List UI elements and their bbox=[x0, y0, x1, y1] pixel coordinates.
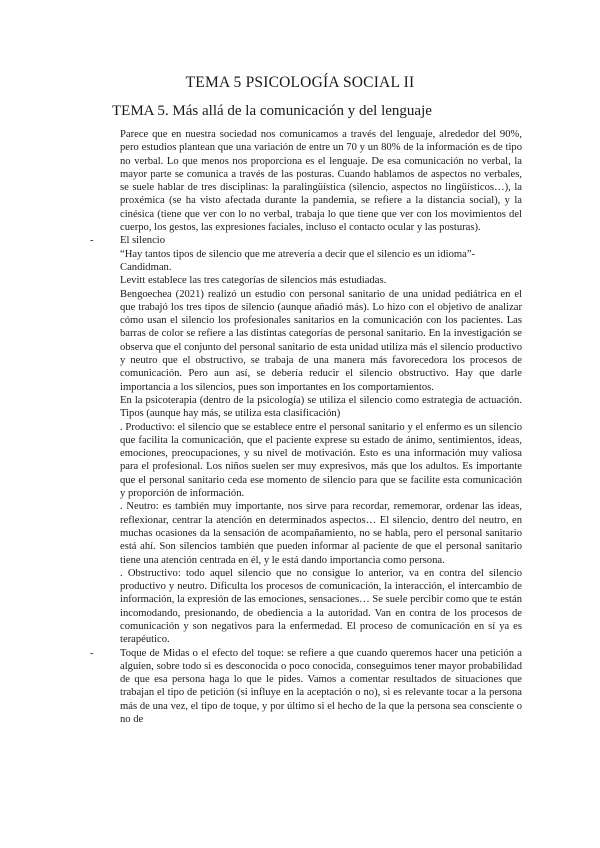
bullet-marker: - bbox=[90, 647, 94, 659]
section-heading: TEMA 5. Más allá de la comunicación y del lenguaje bbox=[112, 103, 432, 119]
bullet-marker: - bbox=[90, 235, 94, 247]
midas-paragraph: Toque de Midas o el efecto del toque: se refiere a que cuando queremos hacer una petición a alguien, sobre todo si es desconocida o poco conocida, conseguimos tener mayor probabilidad de que esa persona haga lo que le pides. Vamos a comentar resultados de situaciones que trabajan el tipo de petición (si influye en la aceptación o no), si es relevante tocar a la persona más de una vez, el tipo de toque, y por último si el hecho de la que la persona sea consciente o no de bbox=[120, 647, 522, 726]
silencio-quote: “Hay tantos tipos de silencio que me atrevería a decir que el silencio es un idioma”- Candidman. bbox=[120, 248, 476, 273]
neutro-paragraph: . Neutro: es también muy importante, nos sirve para recordar, rememorar, ordenar las ideas, reflexionar, centrar la atención en determinados aspectos… El silencio, dentro del neutro, en muchas ocasiones da la sensación de acompañamiento, no se habla, pero el personal sanitario está ahí. Son silencios también que pueden informar al paciente de que el personal sanitario tiene una atención centrada en él, y le está dando importancia como persona. bbox=[120, 501, 522, 566]
list-item-midas bbox=[90, 647, 522, 727]
silencio-heading: El silencio bbox=[120, 235, 166, 247]
document-title: TEMA 5 PSICOLOGÍA SOCIAL II bbox=[185, 74, 415, 91]
intro-paragraph: Parece que en nuestra sociedad nos comunicamos a través del lenguaje, alrededor del 90%, pero estudios plantean que una variación de entre un 70 y un 80% de la información es de tipo no verbal. Lo que menos nos proporciona es el lenguaje. De esa comunicación no verbal, la mayor parte se comunica a través de las posturas. Cuando hablamos de aspectos no verbales, se suele hablar de tres disciplinas: la paralingüística (silencio, aspectos no lingüísticos…), la proxémica (se ha visto afectada durante la pandemia, se refiere a la distancia social), y la cinésica (tiene que ver con lo no verbal, trabaja lo que tiene que ver con los movimientos del cuerpo, los gestos, las expresiones faciales, incluso el contacto ocular y las posturas). bbox=[120, 129, 522, 234]
bengoechea-paragraph: Bengoechea (2021) realizó un estudio con personal sanitario de una unidad pediátrica en el que trabajó los tres tipos de silencio (aunque añadió más). Lo hizo con el objetivo de analizar cómo usan el silencio los profesionales sanitarios en la comunicación con los pacientes. Las barras de color se refiere a las distintas categorías de personal sanitario. En la investigación se observa que el conjunto del personal sanitario de esta unidad utiliza más el silencio productivo y neutro que el obstructivo, se trabaja de una manera más favorecedora los procesos de comunicación. Pero aun así, se debería reducir el silencio obstructivo. Hay que darle importancia a los silencios, pues son importantes en los comportamientos. bbox=[120, 288, 522, 393]
document-body bbox=[90, 128, 522, 726]
levitt-paragraph: Levitt establece las tres categorías de silencios más estudiadas. bbox=[120, 275, 387, 287]
psicoterapia-paragraph: En la psicoterapia (dentro de la psicología) se utiliza el silencio como estrategia de actuación. Tipos (aunque hay más, se utiliza esta clasificación) bbox=[120, 394, 522, 420]
list-item-silencio bbox=[90, 234, 522, 646]
obstructivo-paragraph: . Obstructivo: todo aquel silencio que no consigue lo anterior, va en contra del silencio productivo y neutro. Dificulta los procesos de comunicación, la interacción, el intercambio de información, la expresión de las emociones, sensaciones… Se suele percibir como que te están incomodando, presionando, de obediencia a la autoridad. Van en contra de los procesos de comunicación y son negativos para la enfermedad. El proceso de comunicación en sí ya es terapéutico. bbox=[120, 567, 522, 646]
productivo-paragraph: . Productivo: el silencio que se establece entre el personal sanitario y el enfermo es un silencio que facilita la comunicación, que el paciente exprese su estado de ánimo, sentimientos, ideas, emociones, preocupaciones, y su nivel de motivación. Esto es una información muy valiosa para el profesional. Los niños suelen ser muy expresivos, más que los adultos. Es importante que el personal sanitario ceda ese momento de silencio para que se facilite esta comunicación y proporción de información. bbox=[120, 421, 522, 500]
